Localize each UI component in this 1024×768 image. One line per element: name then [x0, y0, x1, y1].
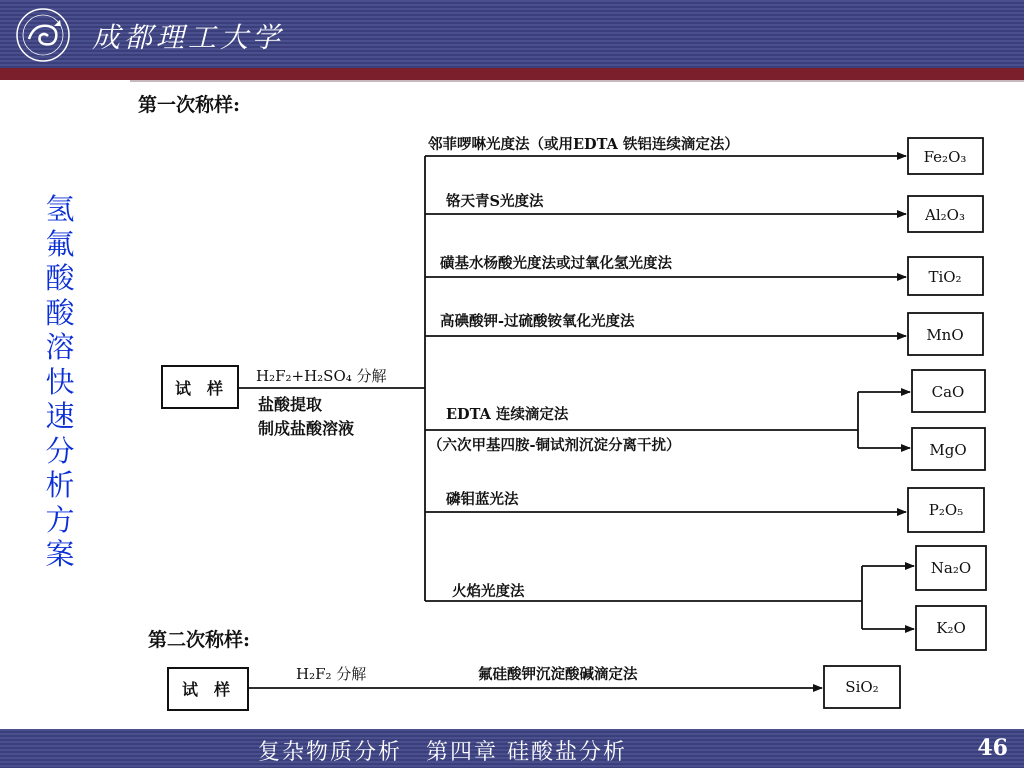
side-title-char: 分 — [45, 433, 75, 468]
method-label: 磷钼蓝光法 — [446, 491, 519, 508]
result-label: CaO — [931, 383, 965, 401]
side-title-char: 氟 — [45, 226, 75, 261]
page-number: 46 — [977, 735, 1008, 761]
side-title-char: 速 — [45, 399, 75, 433]
method-note: （六次甲基四胺-铜试剂沉淀分离干扰） — [428, 437, 681, 454]
decomposition-label: H₂F₂+H₂SO₄ 分解 — [256, 367, 387, 385]
side-title-char: 方 — [45, 502, 75, 537]
side-title-char: 案 — [45, 537, 75, 571]
extract-step-label: 盐酸提取 — [258, 395, 323, 414]
solution-step-label: 制成盐酸溶液 — [258, 419, 355, 438]
analysis-flow-diagram — [0, 82, 1024, 728]
side-title-char: 氢 — [45, 192, 75, 226]
method-label: 火焰光度法 — [452, 583, 525, 600]
method-label: 铬天青S光度法 — [446, 193, 544, 210]
header-divider — [0, 68, 1024, 80]
side-title-char: 酸 — [45, 295, 75, 330]
result-label: K₂O — [936, 619, 966, 637]
second-weighing-label: 第二次称样: — [148, 629, 251, 651]
university-seal-icon — [14, 6, 72, 64]
result-label: Na₂O — [930, 559, 972, 577]
result-label: P₂O₅ — [928, 501, 964, 519]
method-label: 磺基水杨酸光度法或过氧化氢光度法 — [440, 255, 672, 272]
school-name: 成都理工大学 — [92, 21, 285, 54]
method-label: 高碘酸钾-过硫酸铵氧化光度法 — [440, 313, 635, 330]
side-title-char: 溶 — [45, 330, 75, 364]
sample-box-label: 试 样 — [182, 680, 231, 699]
result-label: MnO — [926, 326, 964, 344]
first-weighing-label: 第一次称样: — [138, 94, 241, 116]
sample-box-label: 试 样 — [175, 379, 224, 398]
footer-bar — [0, 729, 1024, 768]
result-label: SiO₂ — [845, 678, 879, 696]
result-label: Fe₂O₃ — [923, 148, 967, 166]
decomposition-label: H₂F₂ 分解 — [296, 665, 367, 683]
result-label: Al₂O₃ — [925, 206, 965, 224]
method-label: EDTA 连续滴定法 — [446, 406, 569, 423]
result-label: TiO₂ — [928, 268, 962, 286]
side-title-char: 析 — [45, 468, 75, 502]
side-title-char: 酸 — [45, 261, 75, 295]
result-label: MgO — [929, 441, 967, 459]
side-title-char: 快 — [45, 364, 75, 399]
footer-text: 复杂物质分析 第四章 硅酸盐分析 — [258, 740, 627, 765]
method-label: 邻菲啰啉光度法（或用EDTA 铁铝连续滴定法） — [428, 136, 739, 153]
method-label: 氟硅酸钾沉淀酸碱滴定法 — [478, 666, 638, 683]
